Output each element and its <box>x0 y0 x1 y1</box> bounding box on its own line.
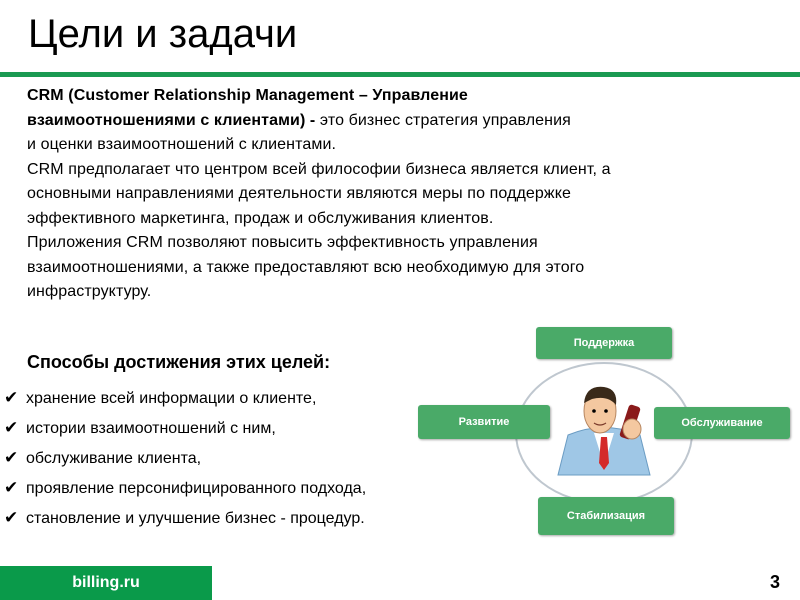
ways-heading: Способы достижения этих целей: <box>27 352 331 372</box>
intro-line-7: Приложения CRM позволяют повысить эффективность управления <box>27 234 538 251</box>
intro-crm-definition: CRM (Customer Relationship Management – Управление <box>27 87 468 104</box>
intro-text <box>27 84 787 305</box>
customer-on-phone-icon <box>558 387 650 475</box>
list-item <box>4 413 366 443</box>
checkmark-icon: ✔ <box>4 478 19 497</box>
intro-crm-definition-cont: взаимоотношениями с клиентами) - <box>27 111 320 129</box>
ways-list <box>4 383 366 533</box>
intro-line-1 <box>27 84 787 109</box>
cycle-node-support: Поддержка <box>536 327 672 359</box>
cycle-node-development: Развитие <box>418 405 550 439</box>
list-item-text: истории взаимоотношений с ним, <box>26 420 276 437</box>
checkmark-icon: ✔ <box>4 448 19 467</box>
list-item-text: хранение всей информации о клиенте, <box>26 390 317 407</box>
intro-line-2 <box>27 109 787 134</box>
page-number: 3 <box>770 572 781 592</box>
checkmark-icon: ✔ <box>4 508 19 527</box>
list-item <box>4 503 366 533</box>
checkmark-icon: ✔ <box>4 418 19 437</box>
list-item <box>4 473 366 503</box>
footer-brand-link[interactable]: billing.ru <box>72 574 140 591</box>
intro-line-3: и оценки взаимоотношений с клиентами. <box>27 136 337 153</box>
intro-line-2-rest: это бизнес стратегия управления <box>319 111 571 129</box>
cycle-node-service: Обслуживание <box>654 407 790 439</box>
intro-line-4: CRM предполагает что центром всей философии бизнеса является клиент, а <box>27 160 611 178</box>
intro-line-8: взаимоотношениями, а также предоставляют всю необходимую для этого <box>27 258 585 276</box>
list-item <box>4 383 366 413</box>
cycle-node-stabilization: Стабилизация <box>538 497 674 535</box>
list-item-text: проявление персонифицированного подхода, <box>26 480 367 497</box>
list-item-text: становление и улучшение бизнес - процедур. <box>26 510 365 527</box>
intro-line-9: инфраструктуру. <box>27 283 152 300</box>
crm-cycle-diagram <box>418 325 790 540</box>
slide-title: Цели и задачи <box>28 12 298 56</box>
list-item <box>4 443 366 473</box>
footer-brand-bar <box>0 566 212 600</box>
intro-line-6: эффективного маркетинга, продаж и обслуживания клиентов. <box>27 209 494 227</box>
title-divider <box>0 72 800 77</box>
intro-line-5: основными направлениями деятельности являются меры по поддержке <box>27 185 571 202</box>
list-item-text: обслуживание клиента, <box>26 450 202 467</box>
checkmark-icon: ✔ <box>4 388 19 407</box>
